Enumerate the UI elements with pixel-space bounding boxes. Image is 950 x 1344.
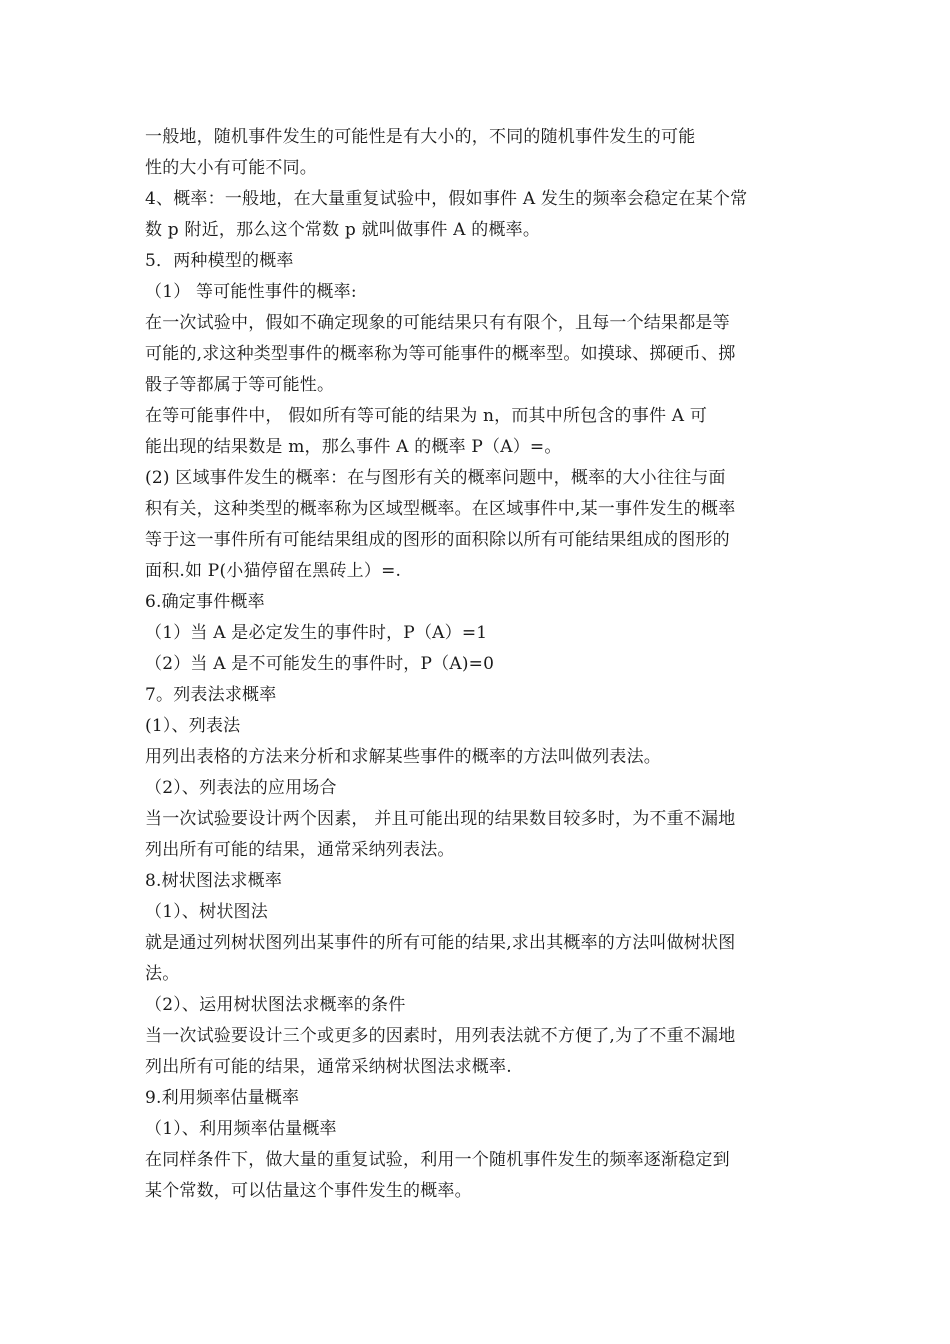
paragraph-line: 积有关，这种类型的概率称为区域型概率。在区域事件中,某一事件发生的概率 — [145, 499, 736, 519]
list-item: （2）当 A 是不可能发生的事件时，P（A)=0 — [145, 654, 495, 674]
paragraph-line: 列出所有可能的结果，通常采纳列表法。 — [145, 840, 455, 860]
subsection-heading: （1） 等可能性事件的概率: — [145, 282, 357, 302]
paragraph-line: 数 p 附近，那么这个常数 p 就叫做事件 A 的概率。 — [145, 220, 541, 240]
section-heading: 9.利用频率估量概率 — [145, 1088, 300, 1108]
paragraph-line: 能出现的结果数是 m，那么事件 A 的概率 P（A）=。 — [145, 437, 562, 457]
subsection-heading: （2）、列表法的应用场合 — [145, 778, 337, 798]
paragraph-line: 列出所有可能的结果，通常采纳树状图法求概率. — [145, 1057, 512, 1077]
subsection-heading: (1）、列表法 — [145, 716, 241, 736]
paragraph-line: 就是通过列树状图列出某事件的所有可能的结果,求出其概率的方法叫做树状图 — [145, 933, 736, 953]
document-body — [145, 122, 807, 1207]
paragraph-line: 面积.如 P(小猫停留在黑砖上）=. — [145, 561, 402, 581]
paragraph-line: 等于这一事件所有可能结果组成的图形的面积除以所有可能结果组成的图形的 — [145, 530, 730, 550]
section-heading: 8.树状图法求概率 — [145, 871, 283, 891]
paragraph-line: (2) 区域事件发生的概率：在与图形有关的概率问题中，概率的大小往往与面 — [145, 468, 726, 488]
paragraph-line: 法。 — [145, 964, 180, 984]
paragraph-line: 当一次试验要设计三个或更多的因素时，用列表法就不方便了,为了不重不漏地 — [145, 1026, 736, 1046]
section-heading: 7。列表法求概率 — [145, 685, 277, 705]
paragraph-line: 用列出表格的方法来分析和求解某些事件的概率的方法叫做列表法。 — [145, 747, 661, 767]
paragraph-line: 4、概率：一般地，在大量重复试验中，假如事件 A 发生的频率会稳定在某个常 — [145, 189, 748, 209]
subsection-heading: （1）、树状图法 — [145, 902, 268, 922]
paragraph-line: 在等可能事件中， 假如所有等可能的结果为 n，而其中所包含的事件 A 可 — [145, 406, 708, 426]
section-heading: 6.确定事件概率 — [145, 592, 265, 612]
paragraph-line: 某个常数，可以估量这个事件发生的概率。 — [145, 1181, 472, 1201]
list-item: （1）当 A 是必定发生的事件时，P（A）=1 — [145, 623, 488, 643]
paragraph-line: 在同样条件下，做大量的重复试验，利用一个随机事件发生的频率逐渐稳定到 — [145, 1150, 730, 1170]
subsection-heading: （1）、利用频率估量概率 — [145, 1119, 337, 1139]
paragraph-line: 骰子等都属于等可能性。 — [145, 375, 335, 395]
paragraph-line: 在一次试验中，假如不确定现象的可能结果只有有限个，且每一个结果都是等 — [145, 313, 730, 333]
subsection-heading: （2）、运用树状图法求概率的条件 — [145, 995, 406, 1015]
paragraph-line: 性的大小有可能不同。 — [145, 158, 317, 178]
paragraph-line: 当一次试验要设计两个因素， 并且可能出现的结果数目较多时，为不重不漏地 — [145, 809, 736, 829]
paragraph-line: 一般地，随机事件发生的可能性是有大小的，不同的随机事件发生的可能 — [145, 127, 696, 147]
section-heading: 5．两种模型的概率 — [145, 251, 294, 271]
paragraph-line: 可能的,求这种类型事件的概率称为等可能事件的概率型。如摸球、掷硬币、掷 — [145, 344, 736, 364]
